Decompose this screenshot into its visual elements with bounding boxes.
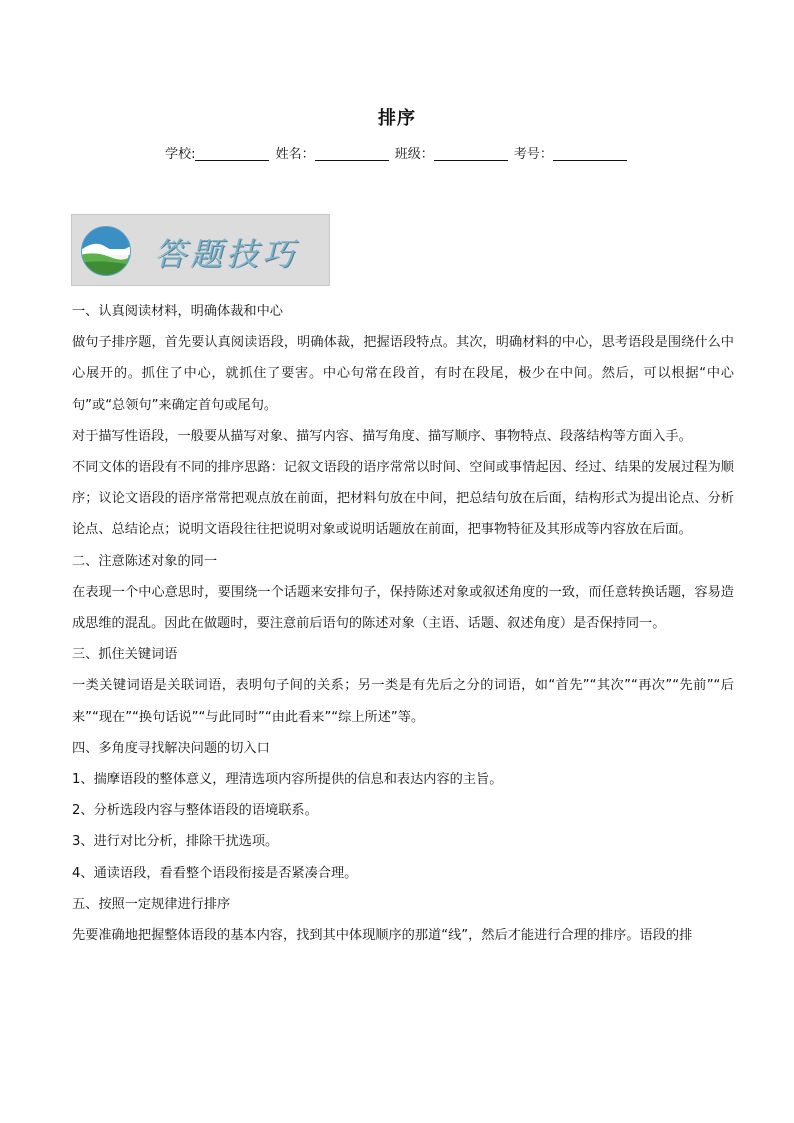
name-blank xyxy=(315,146,389,161)
section-heading: 四、多角度寻找解决问题的切入口 xyxy=(72,740,270,756)
tips-banner xyxy=(71,214,330,286)
tips-banner-title: 答题技巧 xyxy=(154,235,299,273)
list-item: 2、分析选段内容与整体语段的语境联系。 xyxy=(72,803,318,819)
document-title: 排序 xyxy=(378,108,416,129)
section-heading: 五、按照一定规律进行排序 xyxy=(72,896,231,912)
class-blank xyxy=(434,146,508,161)
student-info-line xyxy=(0,143,794,162)
paragraph: 对于描写性语段，一般要从描写对象、描写内容、描写角度、描写顺序、事物特点、段落结构等方面入手。 xyxy=(72,428,692,444)
list-item: 1、揣摩语段的整体意义，理清选项内容所提供的信息和表达内容的主旨。 xyxy=(72,772,503,788)
paragraph: 一类关键词语是关联词语，表明句子间的关系；另一类是有先后之分的词语，如“首先”“其次”“再次”“先前”“后来”“现在”“换句话说”“与此同时”“由此看来”“综上所述”等。 xyxy=(72,678,734,725)
section-heading: 二、注意陈述对象的同一 xyxy=(72,553,218,569)
school-blank xyxy=(195,146,269,161)
section-heading: 一、认真阅读材料，明确体裁和中心 xyxy=(72,304,283,319)
paragraph: 不同文体的语段有不同的排序思路：记叙文语段的语序常常以时间、空间或事情起因、经过、结果的发展过程为顺序；议论文语段的语序常常把观点放在前面，把材料句放在中间，把总结句放在后面，结构形式为提出论点、分析论点、总结论点；说明文语段往往把说明对象或说明话题放在前面，把事物特征及其形成等内容放在后面。 xyxy=(72,460,734,538)
document-body xyxy=(72,296,734,951)
list-item: 4、通读语段，看看整个语段衔接是否紧凑合理。 xyxy=(72,865,358,881)
name-label: 姓名： xyxy=(275,147,315,162)
school-label: 学校: xyxy=(165,147,196,162)
paragraph: 在表现一个中心意思时，要围绕一个话题来安排句子，保持陈述对象或叙述角度的一致，而任意转换话题，容易造成思维的混乱。因此在做题时，要注意前后语句的陈述对象（主语、话题、叙述角度）是否保持同一。 xyxy=(72,584,734,632)
exam-number-label: 考号： xyxy=(513,147,553,162)
exam-number-blank xyxy=(553,146,627,161)
paragraph: 先要准确地把握整体语段的基本内容，找到其中体现顺序的那道“线”，然后才能进行合理的排序。语段的排 xyxy=(72,928,693,944)
class-label: 班级： xyxy=(394,147,434,162)
paragraph: 做句子排序题，首先要认真阅读语段，明确体裁，把握语段特点。其次，明确材料的中心，思考语段是围绕什么中心展开的。抓住了中心，就抓住了要害。中心句常在段首，有时在段尾，极少在中间。然后，可以根据“中心句”或“总领句”来确定首句或尾句。 xyxy=(72,335,734,413)
list-item: 3、进行对比分析，排除干扰选项。 xyxy=(72,834,279,850)
section-heading: 三、抓住关键词语 xyxy=(72,647,178,663)
landscape-logo-icon xyxy=(80,225,132,277)
